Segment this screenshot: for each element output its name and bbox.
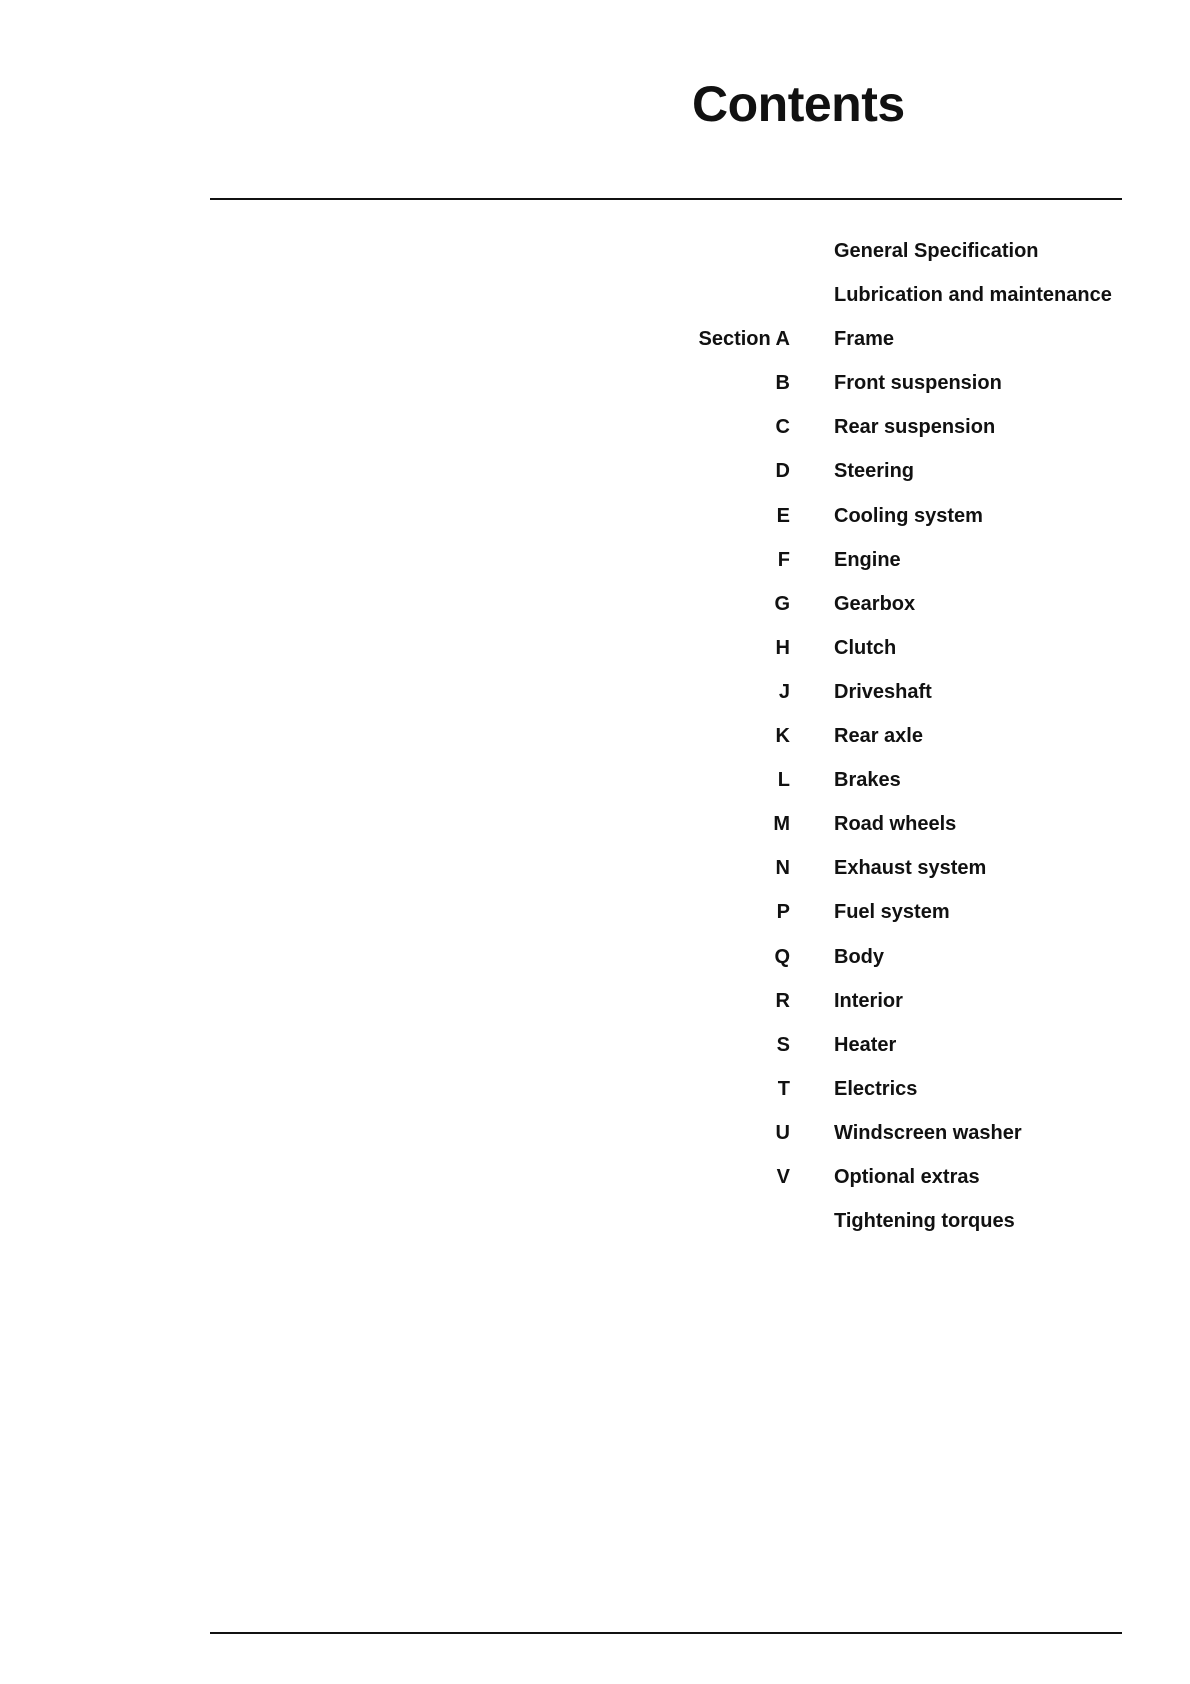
toc-section-letter: F (777, 548, 790, 571)
toc-entry-label[interactable]: Interior (834, 989, 903, 1012)
toc-section-letter: Section A (698, 328, 790, 351)
toc-row[interactable] (600, 1114, 1160, 1158)
toc-row[interactable] (600, 364, 1160, 408)
toc-section-letter: E (776, 504, 790, 527)
toc-section-letter: R (775, 989, 790, 1012)
toc-section-letter: V (776, 1165, 790, 1188)
toc-row[interactable] (600, 585, 1160, 629)
toc-section-letter: Q (774, 945, 790, 968)
toc-entry-label[interactable]: Driveshaft (834, 680, 932, 703)
toc-entry-label[interactable]: Fuel system (834, 901, 950, 924)
toc-row[interactable] (600, 982, 1160, 1026)
toc-entry-label[interactable]: General Specification (834, 240, 1039, 262)
toc-section-letter: G (774, 592, 790, 615)
top-divider (210, 198, 1122, 200)
toc-section-letter: J (778, 680, 790, 703)
toc-section-letter: H (775, 636, 790, 659)
toc-row[interactable] (600, 1158, 1160, 1202)
toc-entry-label[interactable]: Gearbox (834, 592, 916, 615)
toc-section-letter: S (776, 1033, 790, 1056)
toc-row[interactable] (600, 805, 1160, 849)
bottom-divider (210, 1632, 1122, 1634)
toc-row[interactable] (600, 938, 1160, 982)
toc-entry-label[interactable]: Clutch (834, 636, 897, 659)
toc-entry-label[interactable]: Rear axle (834, 725, 923, 748)
toc-entry-label[interactable]: Road wheels (834, 813, 957, 836)
toc-entry-label[interactable]: Frame (834, 328, 895, 351)
toc-entry-label[interactable]: Heater (834, 1033, 897, 1056)
toc-section-letter: U (775, 1121, 790, 1144)
toc-row[interactable] (600, 673, 1160, 717)
toc-entry-label[interactable]: Lubrication and maintenance (834, 284, 1112, 307)
toc-row[interactable] (600, 497, 1160, 541)
toc-section-letter: P (776, 901, 790, 924)
toc-row[interactable] (600, 629, 1160, 673)
toc-row[interactable] (600, 408, 1160, 452)
toc-section-letter: L (777, 769, 790, 792)
toc-entry-label[interactable]: Brakes (834, 769, 901, 792)
toc-row[interactable] (600, 761, 1160, 805)
toc-row[interactable] (600, 717, 1160, 761)
toc-entry-label[interactable]: Engine (834, 548, 901, 571)
page-title: Contents (692, 76, 905, 132)
toc-entry-label[interactable]: Tightening torques (834, 1210, 1015, 1233)
toc-entry-label[interactable]: Windscreen washer (834, 1121, 1022, 1144)
toc-row[interactable] (600, 452, 1160, 496)
toc-entry-label[interactable]: Optional extras (834, 1165, 980, 1188)
toc-row[interactable] (600, 849, 1160, 893)
toc-entry-label[interactable]: Front suspension (834, 372, 1002, 395)
toc-entry-label[interactable]: Steering (834, 460, 915, 483)
toc-section-letter: T (777, 1077, 790, 1100)
toc-entry-label[interactable]: Body (834, 945, 884, 968)
toc-row[interactable] (600, 232, 1160, 276)
toc-section-letter: D (775, 460, 790, 483)
toc-entry-label[interactable]: Cooling system (834, 504, 983, 527)
toc-entry-label[interactable]: Rear suspension (834, 416, 996, 439)
toc-row[interactable] (600, 1026, 1160, 1070)
table-of-contents (600, 232, 1160, 1246)
toc-section-letter: K (775, 725, 790, 748)
toc-section-letter: M (773, 813, 790, 836)
toc-row[interactable] (600, 320, 1160, 364)
toc-row[interactable] (600, 893, 1160, 937)
toc-row[interactable] (600, 541, 1160, 585)
toc-section-letter: N (775, 857, 790, 880)
toc-row[interactable] (600, 1202, 1160, 1246)
toc-row[interactable] (600, 276, 1160, 320)
toc-entry-label[interactable]: Electrics (834, 1077, 918, 1100)
toc-section-letter: B (775, 372, 790, 395)
toc-section-letter: C (775, 416, 790, 439)
toc-entry-label[interactable]: Exhaust system (834, 857, 987, 880)
toc-row[interactable] (600, 1070, 1160, 1114)
